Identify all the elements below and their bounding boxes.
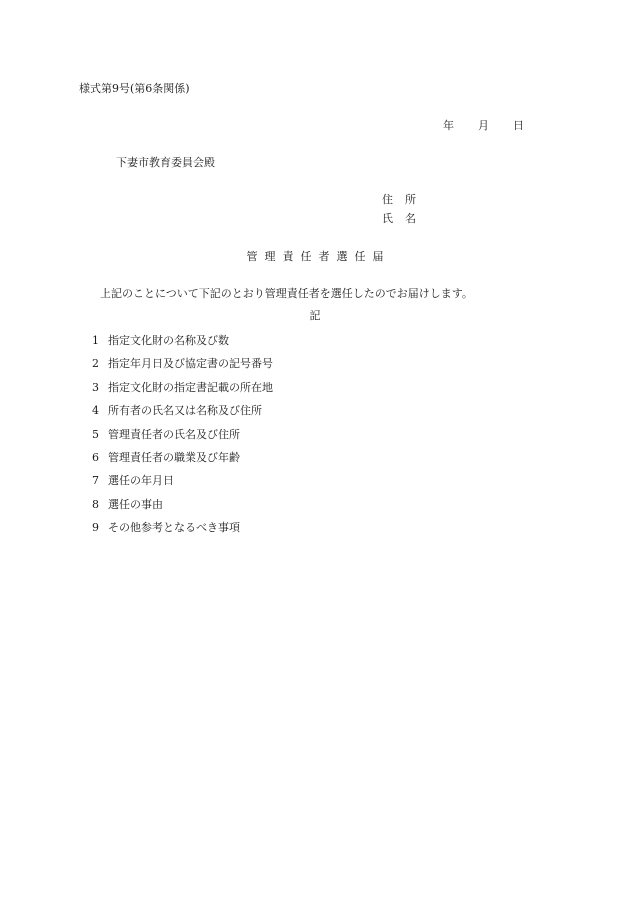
list-item-text: 選任の事由 [108, 497, 163, 511]
list-item-text: 指定文化財の名称及び数 [108, 334, 229, 347]
list-item-number: 8 [92, 497, 99, 511]
document-title: 管理責任者選任届 [246, 250, 391, 263]
date-line [443, 120, 524, 131]
list-item-text: 指定文化財の指定書記載の所在地 [108, 380, 273, 394]
list-item-number: 4 [92, 404, 99, 418]
list-item [92, 452, 273, 475]
list-item [92, 335, 273, 358]
name-label-char-1: 氏 [382, 212, 393, 225]
applicant-name-label [382, 213, 416, 224]
list-item-number: 9 [92, 521, 99, 535]
body-text: 上記のことについて下記のとおり管理責任者を選任したのでお届けします。 [100, 287, 473, 300]
list-item-text: 管理責任者の職業及び年齢 [108, 450, 240, 464]
list-item [92, 475, 273, 498]
applicant-address-label [382, 194, 416, 205]
list-item-number: 3 [92, 380, 99, 394]
list-item [92, 358, 273, 381]
item-list [92, 335, 273, 546]
list-item [92, 429, 273, 452]
list-item-number: 2 [92, 357, 99, 371]
list-item-text: 所有者の氏名又は名称及び住所 [108, 404, 262, 418]
address-label-char-2: 所 [405, 193, 416, 206]
list-item-text: 管理責任者の氏名及び住所 [108, 427, 240, 441]
list-item [92, 499, 273, 522]
address-label-char-1: 住 [382, 193, 393, 206]
form-number: 様式第9号(第6条関係) [79, 82, 190, 95]
list-item [92, 382, 273, 405]
name-label-char-2: 名 [405, 212, 416, 225]
date-year-label: 年 [443, 119, 454, 132]
list-item [92, 405, 273, 428]
list-item-number: 1 [92, 334, 99, 347]
list-item-text: 指定年月日及び協定書の記号番号 [108, 357, 273, 371]
list-item-text: その他参考となるべき事項 [108, 521, 240, 535]
list-item-number: 5 [92, 427, 99, 441]
addressee: 下妻市教育委員会殿 [116, 156, 215, 169]
list-item-number: 6 [92, 450, 99, 464]
date-day-label: 日 [513, 119, 524, 132]
ki-heading: 記 [309, 309, 321, 322]
list-item-number: 7 [92, 474, 99, 488]
list-item [92, 522, 273, 545]
list-item-text: 選任の年月日 [108, 474, 174, 488]
date-month-label: 月 [478, 119, 489, 132]
